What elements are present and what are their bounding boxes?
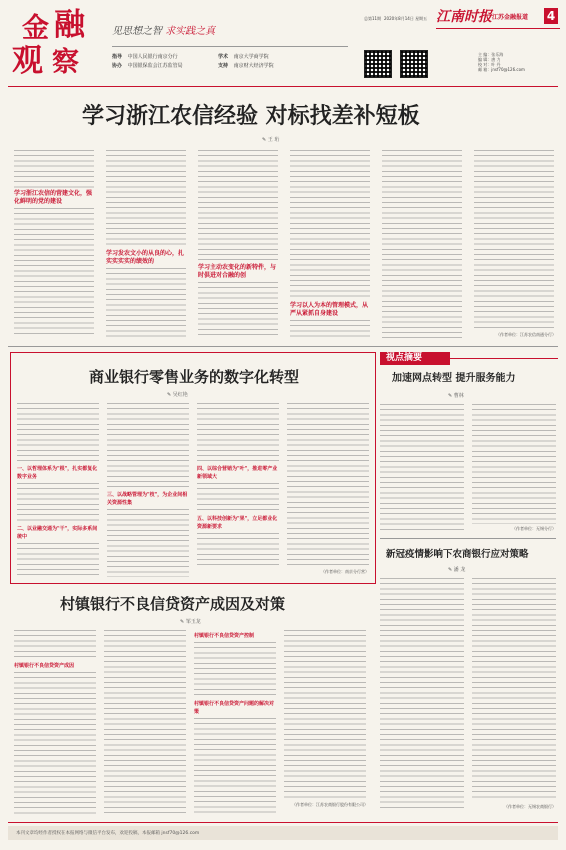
article1-subhead-2: 学习发农文小的从良的心，扎实实实实的绩效的 bbox=[106, 250, 185, 265]
article2-col-2b bbox=[107, 509, 189, 577]
academic-label: 学术 bbox=[218, 54, 229, 60]
footer-top-rule bbox=[8, 822, 558, 823]
article2-col-3c bbox=[197, 533, 279, 567]
article2-col-2 bbox=[107, 403, 189, 487]
editor-line: 编 辑：唐 力 bbox=[478, 57, 501, 62]
sidebar1-col-1 bbox=[380, 404, 464, 532]
article3-col-3 bbox=[194, 642, 276, 698]
article1-col-3b bbox=[198, 282, 278, 338]
editor-line: 主 编：张乐海 bbox=[478, 52, 504, 57]
sidebar-byline-2 bbox=[448, 566, 465, 573]
article2-col-1c bbox=[17, 543, 99, 577]
coorg-line bbox=[112, 63, 183, 69]
article3-col-4 bbox=[284, 630, 366, 800]
article2-subhead-4: 四、以综合营销为"叶"，推进零产业新领域大 bbox=[197, 466, 278, 480]
newspaper-name: 江南时报 bbox=[436, 9, 492, 25]
article3-title: 村镇银行不良信贷资产成因及对策 bbox=[60, 595, 286, 613]
pen-icon: ✎ bbox=[167, 392, 172, 398]
article2-col-1 bbox=[17, 403, 99, 461]
article2-col-3 bbox=[197, 403, 279, 465]
article2-col-4 bbox=[287, 403, 369, 567]
article2-closing: （作者单位：南京分行营） bbox=[321, 569, 369, 574]
article1-title: 学习浙江农信经验 对标找差补短板 bbox=[82, 103, 420, 129]
pen-icon: ✎ bbox=[180, 619, 185, 625]
coorg-value: 中国银保监会江苏监管局 bbox=[127, 63, 183, 69]
sidebar-divider bbox=[380, 538, 556, 539]
article1-subhead-1: 学习浙江农信的营建文化，强化鲜明的党的建设 bbox=[14, 190, 93, 205]
guide-label: 指导 bbox=[112, 54, 123, 60]
sidebar2-col-1 bbox=[380, 578, 464, 812]
article1-col-4 bbox=[290, 150, 370, 298]
article1-col-3 bbox=[198, 150, 278, 260]
sidebar-label: 视点摘要 bbox=[386, 353, 423, 363]
article1-subhead-3: 学习主动农变化的新特件，与时俱进对合融的创 bbox=[198, 264, 277, 279]
sidebar-author-2: 潘 龙 bbox=[453, 567, 466, 573]
article1-col-2 bbox=[106, 150, 186, 246]
sidebar-title-1: 加速网点转型 提升服务能力 bbox=[392, 373, 516, 384]
pen-icon: ✎ bbox=[448, 393, 453, 399]
article2-byline bbox=[167, 391, 188, 398]
article2-box bbox=[10, 352, 376, 584]
issue-date: 2020年8月14日 星期五 bbox=[384, 16, 428, 21]
header-divider bbox=[112, 46, 348, 47]
support-label: 支持 bbox=[218, 63, 229, 69]
support-line bbox=[218, 63, 274, 69]
section-title-char-4: 察 bbox=[52, 47, 79, 78]
article3-author: 邹玉龙 bbox=[185, 619, 201, 625]
header-bottom-rule bbox=[8, 86, 558, 87]
article2-col-1b bbox=[17, 483, 99, 521]
footer-text: 本刊文章均经作者授权在本报网络与微信平台发布，欢迎投稿，本报邮箱 jnsf70@126.com bbox=[16, 831, 200, 836]
sidebar-top-rule bbox=[450, 358, 558, 359]
article3-col-1 bbox=[14, 630, 96, 660]
guide-value: 中国人民银行南京分行 bbox=[127, 54, 178, 60]
article1-col-2b bbox=[106, 268, 186, 338]
sidebar-author-1: 曹林 bbox=[453, 393, 464, 399]
academic-value: 南京大学商学院 bbox=[233, 54, 269, 60]
pen-icon: ✎ bbox=[448, 567, 453, 573]
article2-author: 吴红艳 bbox=[172, 392, 188, 398]
editor-line: 校 对：叶 丹 bbox=[478, 62, 501, 67]
article3-col-2 bbox=[104, 630, 186, 814]
slogan-part-2: 求实践之真 bbox=[165, 26, 216, 37]
qr-code-left bbox=[364, 50, 392, 78]
article1-col-5 bbox=[382, 150, 462, 338]
article1-subhead-4: 学习以人为本的管理模式，从严从紧抓自身建设 bbox=[290, 302, 369, 317]
editor-info bbox=[478, 52, 558, 72]
guide-line bbox=[112, 54, 178, 60]
article2-subhead-2: 二、以业融交通为"干"，实际多系间统中 bbox=[17, 526, 98, 540]
pen-icon: ✎ bbox=[262, 137, 267, 143]
article3-subhead-1: 村镇银行不良信贷资产成因 bbox=[14, 663, 75, 669]
article3-col-3b bbox=[194, 718, 276, 814]
section-divider bbox=[8, 346, 558, 347]
page-number: 4 bbox=[546, 9, 556, 23]
section-title-char-1: 金 bbox=[22, 13, 49, 44]
sidebar-title-2: 新冠疫情影响下农商银行应对策略 bbox=[386, 549, 529, 560]
sidebar-label-badge bbox=[380, 352, 450, 365]
article3-byline bbox=[180, 618, 201, 625]
qr-code-right bbox=[400, 50, 428, 78]
editor-line: 邮 箱：jnsf70@126.com bbox=[478, 67, 525, 72]
newspaper-subtitle: 江苏金融报道 bbox=[492, 14, 529, 21]
sidebar-byline-1 bbox=[448, 392, 464, 399]
article1-col-6 bbox=[474, 150, 554, 330]
masthead bbox=[8, 8, 560, 86]
section-title-char-3: 观 bbox=[12, 43, 43, 79]
slogan bbox=[112, 22, 215, 37]
footer-bar bbox=[8, 826, 558, 840]
article2-title: 商业银行零售业务的数字化转型 bbox=[89, 368, 300, 386]
section-title-char-2: 融 bbox=[54, 7, 85, 43]
article1-author: 王 珩 bbox=[267, 137, 280, 143]
article3-subhead-2: 村镇银行不良信贷资产控制 bbox=[194, 633, 255, 639]
article2-col-3b bbox=[197, 483, 279, 511]
academic-line bbox=[218, 54, 269, 60]
support-value: 南京财大经济学院 bbox=[233, 63, 274, 69]
sidebar2-col-2 bbox=[472, 578, 556, 800]
page-number-badge bbox=[544, 8, 558, 24]
sidebar-closing-1: （作者单位：无锡分行） bbox=[512, 526, 556, 531]
article1-byline bbox=[262, 136, 279, 143]
article2-subhead-3: 三、以战略管理为"枝"，为企业间相关资源性集 bbox=[107, 492, 188, 506]
masthead-red-rule bbox=[436, 28, 560, 29]
edition-number: 总第11期 bbox=[364, 16, 382, 21]
article3-col-1b bbox=[14, 672, 96, 814]
slogan-part-1: 见思想之智 bbox=[112, 26, 162, 37]
sidebar-closing-2: （作者单位：无锡农商银行） bbox=[504, 804, 556, 809]
article3-closing: （作者单位：江苏农商银行股份有限公司） bbox=[292, 802, 368, 807]
article1-closing: （作者单位：江苏农信南通分行） bbox=[496, 332, 556, 337]
sidebar1-col-2 bbox=[472, 404, 556, 524]
article1-col-4b bbox=[290, 320, 370, 338]
article1-col-1 bbox=[14, 150, 94, 188]
coorg-label: 协办 bbox=[112, 63, 123, 69]
article3-subhead-3: 村镇银行不良信贷资产问题的解决对策 bbox=[194, 701, 275, 715]
article2-subhead-1: 一、以哲理体系为"根"，扎实都复化数字业务 bbox=[17, 466, 98, 480]
article1-col-1b bbox=[14, 208, 94, 338]
article2-subhead-5: 五、以科技创新为"果"，立足都业化资源新要求 bbox=[197, 516, 278, 530]
